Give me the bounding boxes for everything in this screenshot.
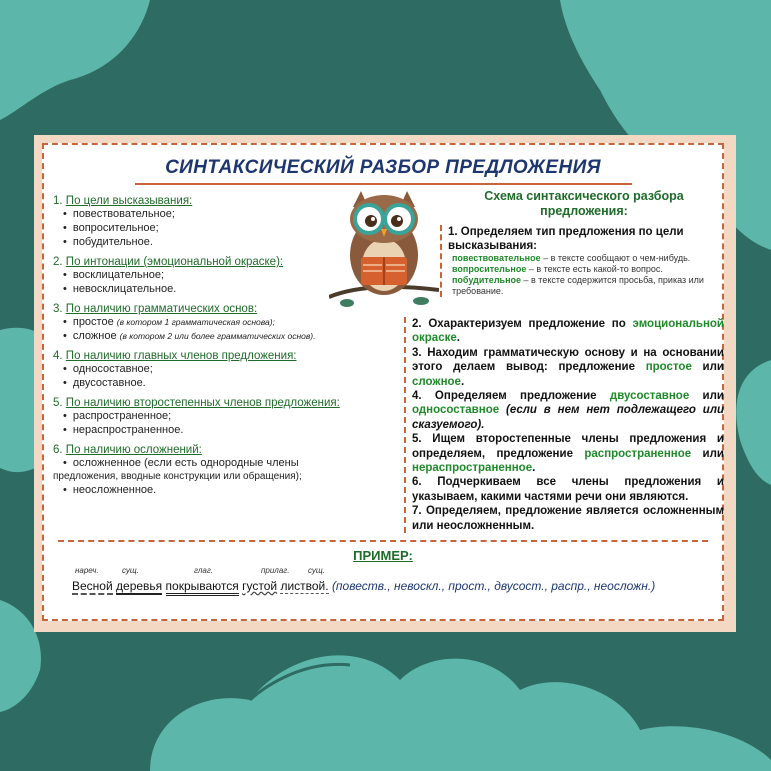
section-heading: По наличию главных членов предложения: [65, 350, 297, 362]
schema-step-4 [412, 389, 724, 432]
list-item [53, 329, 403, 343]
owl-illustration [329, 185, 439, 313]
example-heading [44, 548, 722, 563]
step-text: или [691, 447, 724, 460]
section-number: 6. [53, 444, 63, 456]
step-text: или [689, 390, 725, 403]
pos-label: сущ. [122, 566, 139, 575]
step-term: распространенное [584, 447, 692, 460]
schema-title-line: Схема синтаксического разбора [484, 189, 684, 203]
section-complications [53, 444, 403, 497]
item-note: (в котором 1 грамматическая основа); [116, 317, 275, 327]
step-text: 3. Находим грамматическую основу и на основании этого делаем вывод: предложение [412, 346, 724, 374]
section-number: 5. [53, 397, 63, 409]
list-item: • невосклицательное. [53, 282, 403, 296]
poster-content [42, 143, 724, 621]
list-item: • восклицательное; [53, 268, 403, 282]
pos-label: нареч. [75, 566, 99, 575]
example-heading-text: ПРИМЕР: [353, 548, 413, 563]
divider [58, 540, 708, 542]
section-heading: По цели высказывания: [65, 195, 193, 207]
step-term: эмоциональной окраске [412, 318, 725, 345]
step-text: . [456, 332, 460, 345]
list-item: • повествовательное; [53, 207, 403, 221]
step-text: 2. Охарактеризуем предложение по [412, 318, 626, 330]
poster-card [34, 135, 736, 632]
step-term: двусоставное [609, 390, 690, 403]
item-note: (в котором 2 или более грамматических основ). [119, 331, 316, 341]
step-text: . [460, 375, 465, 388]
schema-step-2 [412, 317, 724, 346]
schema-steps [404, 317, 724, 533]
step-text: 4. Определяем предложение [412, 390, 610, 403]
example-word: густой [242, 579, 278, 593]
step-note: (если в нем нет подлежащего или сказуемого). [412, 404, 724, 431]
schema-title-line: предложения: [540, 204, 628, 218]
section-number: 4. [53, 350, 63, 362]
example-word: Весной [72, 579, 113, 593]
section-secondary-members [53, 397, 403, 437]
step-term: простое [645, 361, 692, 374]
section-heading: По наличию грамматических основ: [65, 303, 258, 315]
step-term: односоставное [412, 404, 500, 417]
list-item: • односоставное; [53, 362, 403, 376]
list-item: • побудительное. [53, 235, 403, 249]
schema-step-3 [412, 346, 724, 389]
step-text: . [532, 462, 536, 475]
type-term: побудительное [452, 275, 522, 285]
list-item [53, 315, 403, 329]
item-term: простое [72, 316, 114, 328]
section-heading: По интонации (эмоциональной окраске): [65, 256, 284, 268]
example-word: покрываются [166, 579, 239, 596]
example-analysis: (повеств., невоскл., прост., двусост., распр., неосложн.) [331, 579, 656, 593]
example-sentence [72, 579, 655, 593]
step-text: или [691, 361, 725, 374]
schema-step-5 [412, 432, 724, 475]
schema-step-7: 7. Определяем, предложение является осложненным или неосложненным. [412, 505, 724, 532]
schema-step-6: 6. Подчеркиваем все члены предложения и указываем, какими частями речи они являются. [412, 476, 724, 503]
step-term: нераспространенное [412, 462, 533, 475]
type-item [448, 253, 726, 264]
section-number: 3. [53, 303, 63, 315]
pos-label: прилаг. [261, 566, 290, 575]
type-item [448, 275, 726, 297]
section-heading: По наличию осложнений: [65, 444, 202, 456]
pos-label: сущ. [308, 566, 325, 575]
section-number: 1. [53, 195, 63, 207]
type-term: повествовательное [452, 253, 541, 263]
page-title: СИНТАКСИЧЕСКИЙ РАЗБОР ПРЕДЛОЖЕНИЯ [165, 157, 601, 178]
list-item: • нераспространенное. [53, 423, 403, 437]
schema-title [450, 189, 718, 219]
list-item-continuation: предложения, вводные конструкции или обращения); [53, 471, 302, 482]
list-item: • осложненное (если есть однородные члены [53, 456, 403, 470]
pos-label: глаг. [194, 566, 213, 575]
example-word: листвой. [280, 579, 329, 593]
type-description: – в тексте содержится просьба, приказ или требование. [452, 275, 704, 296]
schema-step-1 [440, 225, 726, 297]
section-heading: По наличию второстепенных членов предложения: [65, 397, 340, 409]
section-number: 2. [53, 256, 63, 268]
type-item [448, 264, 726, 275]
list-item: • неосложненное. [53, 483, 403, 497]
list-item: • двусоставное. [53, 376, 403, 390]
step-text: 5. Ищем второстепенные члены предложения и определяем, предложение [412, 433, 724, 460]
section-main-members [53, 350, 403, 390]
list-item: • распространенное; [53, 409, 403, 423]
step-term: сложное [412, 375, 461, 388]
type-description: – в тексте есть какой-то вопрос. [526, 264, 663, 274]
step-text: 1. Определяем тип предложения по цели высказывания: [448, 226, 684, 252]
item-term: сложное [72, 330, 117, 342]
example-word: деревья [116, 579, 163, 593]
type-term: вопросительное [452, 264, 527, 274]
list-item: • вопросительное; [53, 221, 403, 235]
type-description: – в тексте сообщают о чем-нибудь. [540, 253, 691, 263]
